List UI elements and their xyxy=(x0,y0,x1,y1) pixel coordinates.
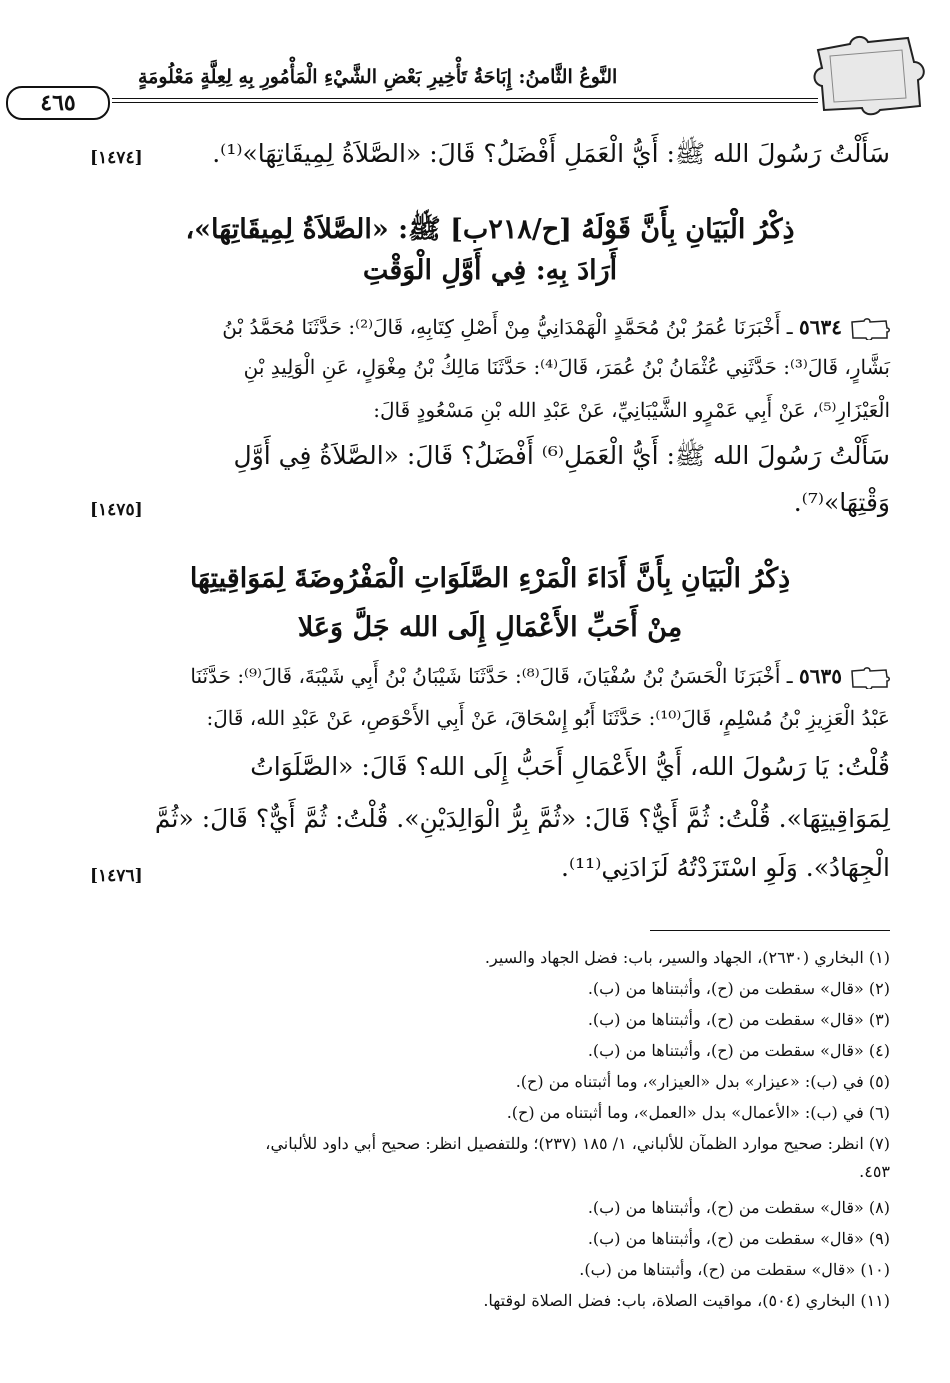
text-line: لِمَوَاقِيتِهَا». قُلْتُ: ثُمَّ أَيٌّ؟ قَالَ: «ثُمَّ بِرُّ الْوَالِدَيْنِ». قُلْتُ: ثُمَّ أَيٌّ؟ قَالَ: «ثُمَّ xyxy=(154,804,890,833)
footnote: ٤٥٣. xyxy=(859,1162,890,1181)
isnad-text: ـ أَخْبَرَنَا الْحَسَنُ بْنُ سُفْيَانَ، قَالَ⁽⁸⁾: حَدَّثَنَا شَيْبَانُ بْنُ أَبِي شَيْبَةَ، قَالَ⁽⁹⁾: حَدَّثَنَا xyxy=(190,664,793,688)
puzzle-badge-icon xyxy=(810,32,930,116)
hadith-5634-line xyxy=(90,315,890,340)
section-heading: ذِكْرُ الْبَيَانِ بِأَنَّ أَدَاءَ الْمَرْءِ الصَّلَوَاتِ الْمَفْرُوضَةَ لِمَوَاقِيتِهَا xyxy=(189,563,791,594)
text-line: قُلْتُ: يَا رَسُولَ الله، أَيُّ الأَعْمَالِ أَحَبُّ إِلَى الله؟ قَالَ: «الصَّلَوَاتُ xyxy=(250,752,890,781)
footnote: (٣) «قال» سقطت من (ح)، وأثبتناها من (ب). xyxy=(587,1010,890,1029)
footnote: (٤) «قال» سقطت من (ح)، وأثبتناها من (ب). xyxy=(587,1041,890,1060)
footnote: (١١) البخاري (٥٠٤)، مواقيت الصلاة، باب: فضل الصلاة لوقتها. xyxy=(483,1291,890,1310)
hadith-number: ٥٦٣٤ xyxy=(799,315,842,339)
text-line: عَبْدُ الْعَزِيزِ بْنُ مُسْلِمٍ، قَالَ⁽¹⁰⁾: حَدَّثَنَا أَبُو إِسْحَاقَ، عَنْ أَبِي الأَحْوَصِ، عَنْ عَبْدِ الله، قَالَ: xyxy=(206,706,890,730)
footnote-separator xyxy=(650,930,890,931)
puzzle-icon xyxy=(850,318,890,340)
footnote: (٨) «قال» سقطت من (ح)، وأثبتناها من (ب). xyxy=(587,1198,890,1217)
text-line: سَأَلْتُ رَسُولَ الله ﷺ: أَيُّ الْعَمَلِ أَفْضَلُ؟ قَالَ: «الصَّلاَةُ لِمِيقَاتِهَا»⁽¹⁾. xyxy=(212,139,890,168)
hadith-ref: [١٤٧٤] xyxy=(90,148,143,168)
hadith-ref: [١٤٧٦] xyxy=(90,866,143,886)
header-rule xyxy=(112,98,818,99)
isnad-text: ـ أَخْبَرَنَا عُمَرُ بْنُ مُحَمَّدٍ الْهَمْدَانِيُّ مِنْ أَصْلِ كِتَابِهِ، قَالَ⁽²⁾: حَدَّثَنَا مُحَمَّدُ بْنُ xyxy=(222,315,793,339)
footnote: (٩) «قال» سقطت من (ح)، وأثبتناها من (ب). xyxy=(587,1229,890,1248)
footnote: (٦) في (ب): «الأعمال» بدل «العمل»، وما أثبتناه من (ح). xyxy=(506,1103,890,1122)
hadith-5635-line xyxy=(90,664,890,689)
text-line: الْجِهَادُ». وَلَوِ اسْتَزَدْتُهُ لَزَادَنِي⁽¹¹⁾. xyxy=(561,853,890,882)
footnote: (١٠) «قال» سقطت من (ح)، وأثبتناها من (ب). xyxy=(579,1260,890,1279)
section-heading: ذِكْرُ الْبَيَانِ بِأَنَّ قَوْلَهُ [ح/٢١٨ب] ﷺ: «الصَّلاَةُ لِمِيقَاتِهَا»، xyxy=(185,214,795,245)
text-line: سَأَلْتُ رَسُولَ الله ﷺ: أَيُّ الْعَمَلِ⁽⁶⁾ أَفْضَلُ؟ قَالَ: «الصَّلاَةُ فِي أَوَّلِ xyxy=(233,441,890,470)
text-line: بَشَّارٍ، قَالَ⁽³⁾: حَدَّثَنِي عُثْمَانُ بْنُ عُمَرَ، قَالَ⁽⁴⁾: حَدَّثَنَا مَالِكُ بْنُ مِغْوَلٍ، عَنِ الْوَلِيدِ بْنِ xyxy=(243,355,890,379)
header-rule-2 xyxy=(112,102,818,103)
footnote: (١) البخاري (٢٦٣٠)، الجهاد والسير، باب: فضل الجهاد والسير. xyxy=(484,948,890,967)
hadith-number: ٥٦٣٥ xyxy=(799,664,842,688)
text-line: الْعَيْزَارِ⁽⁵⁾، عَنْ أَبِي عَمْرٍو الشَّيْبَانِيِّ، عَنْ عَبْدِ الله بْنِ مَسْعُودٍ قَالَ: xyxy=(373,398,890,422)
chapter-title: النَّوعُ الثَّامنُ: إِبَاحَةُ تَأْخِيرِ بَعْضِ الشَّيْءِ الْمَأْمُورِ بِهِ لِعِلَّةٍ مَعْلُومَةٍ xyxy=(138,66,618,88)
footnote: (٥) في (ب): «عيزار» بدل «العيزار»، وما أثبتناه من (ح). xyxy=(515,1072,890,1091)
hadith-ref: [١٤٧٥] xyxy=(90,500,143,520)
section-heading: مِنْ أَحَبِّ الأَعْمَالِ إِلَى الله جَلَّ وَعَلا xyxy=(297,612,683,643)
section-heading: أَرَادَ بِهِ: فِي أَوَّلِ الْوَقْتِ xyxy=(362,255,618,286)
puzzle-icon xyxy=(850,667,890,689)
page-header xyxy=(90,28,930,118)
footnote: (٢) «قال» سقطت من (ح)، وأثبتناها من (ب). xyxy=(587,979,890,998)
page-number: ٤٦٥ xyxy=(6,86,110,120)
text-line: وَقْتِهَا»⁽⁷⁾. xyxy=(793,488,890,517)
footnote: (٧) انظر: صحيح موارد الظمآن للألباني، ١/ ١٨٥ (٢٣٧)؛ وللتفصيل انظر: صحيح أبي داود للألباني، xyxy=(265,1134,890,1153)
